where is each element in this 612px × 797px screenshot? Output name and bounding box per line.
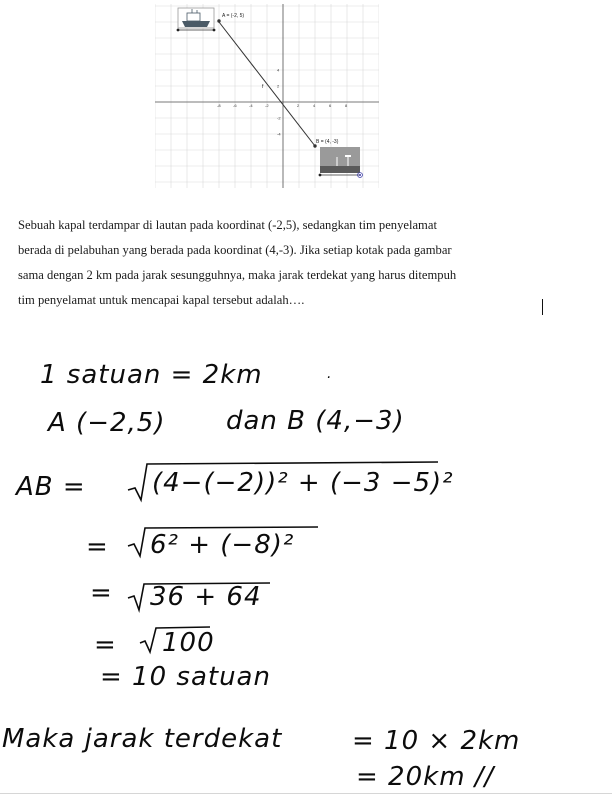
point-b-label: B = (4, -3): [316, 139, 339, 145]
y-tick-label: -4: [277, 131, 281, 137]
problem-statement: [18, 213, 598, 313]
result-units: = 10 satuan: [100, 662, 271, 692]
conclusion-calc: = 10 × 2km: [352, 726, 521, 756]
point-a: [217, 19, 220, 22]
problem-line: Sebuah kapal terdampar di lautan pada koordinat (-2,5), sedangkan tim penyelamat: [18, 218, 437, 232]
x-tick-label: -8: [217, 103, 221, 108]
harbor-icon: [319, 147, 363, 177]
point-a-coord: A (−2,5): [48, 408, 166, 438]
final-answer: = 20km //: [356, 762, 495, 792]
point-b-coord: dan B (4,−3): [226, 406, 405, 436]
radicand-2: 6² + (−8)²: [150, 530, 295, 560]
x-tick-label: -6: [233, 103, 237, 108]
x-tick-label: 4: [313, 103, 316, 108]
page-bottom-border: [0, 793, 612, 794]
distance-label: AB =: [16, 472, 86, 502]
y-tick-label: 2: [277, 83, 280, 89]
problem-line: sama dengan 2 km pada jarak sesungguhnya, maka jarak terdekat yang harus ditempuh: [18, 268, 457, 282]
x-tick-label: -2: [265, 103, 269, 108]
equals-3: =: [90, 578, 113, 608]
problem-line: tim penyelamat untuk mencapai kapal tersebut adalah….: [18, 293, 305, 307]
y-tick-label: -2: [277, 115, 281, 121]
stray-dot: .: [327, 366, 333, 382]
conclusion-label: Maka jarak terdekat: [2, 724, 283, 754]
point-a-label: A = (-2, 5): [222, 13, 245, 19]
radicand-3: 36 + 64: [150, 582, 262, 612]
unit-conversion: 1 satuan = 2km: [40, 360, 263, 390]
equals-4: =: [94, 630, 117, 660]
equals-2: =: [86, 532, 109, 562]
y-tick-label: 4: [277, 67, 280, 73]
x-tick-label: 8: [345, 103, 348, 108]
coordinate-graph: [155, 4, 379, 188]
x-tick-label: 2: [297, 103, 300, 108]
text-cursor: [542, 299, 543, 315]
x-tick-label: -4: [249, 103, 253, 108]
problem-line: berada di pelabuhan yang berada pada koordinat (4,-3). Jika setiap kotak pada gambar: [18, 243, 452, 257]
x-tick-label: 6: [329, 103, 332, 108]
segment-label: f: [262, 84, 264, 90]
radicand-1: (4−(−2))² + (−3 −5)²: [152, 468, 454, 498]
radicand-4: 100: [162, 628, 215, 658]
ship-icon: [177, 8, 216, 31]
